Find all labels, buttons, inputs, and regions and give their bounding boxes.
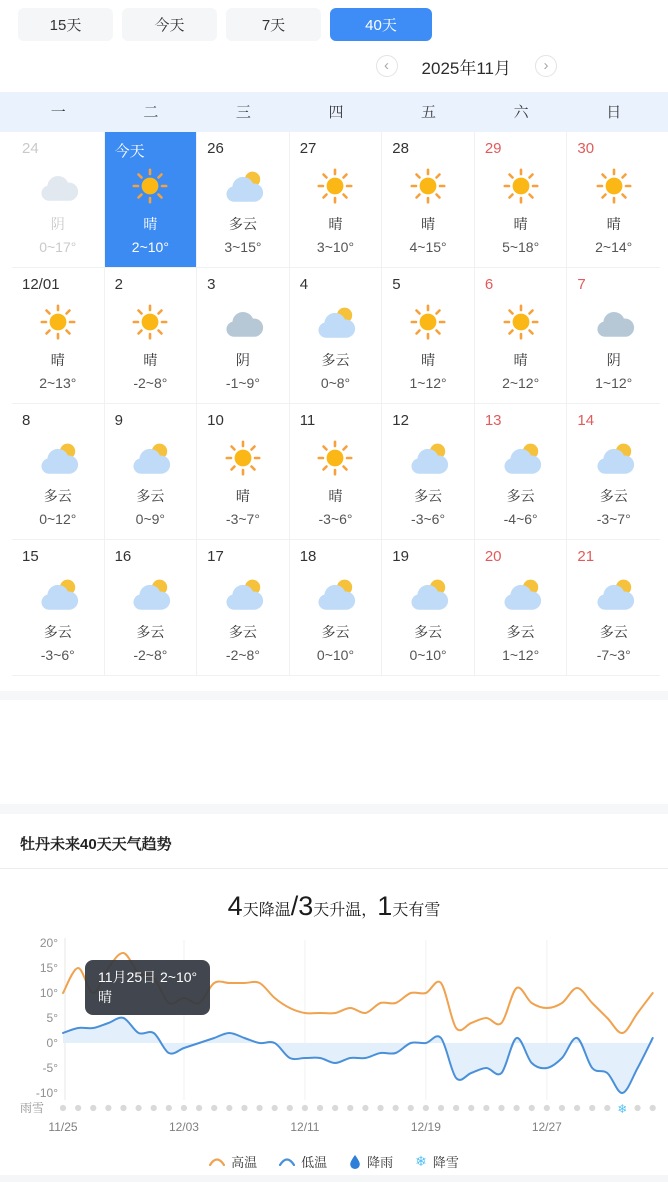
- cloud-sun-icon: [314, 572, 356, 616]
- day-temp-range: -2~8°: [225, 646, 260, 663]
- day-condition: 晴: [143, 351, 158, 368]
- x-axis-label: 12/27: [531, 1120, 562, 1135]
- precip-dot: [105, 1105, 111, 1111]
- day-condition: 阴: [235, 351, 250, 368]
- trend-summary-part: /: [290, 891, 299, 922]
- snowflake-icon: ❄: [415, 1153, 427, 1170]
- sun-icon: [409, 300, 447, 344]
- tab-today[interactable]: 今天: [122, 8, 217, 41]
- calendar-day-cell[interactable]: [197, 540, 290, 676]
- calendar-day-cell[interactable]: [197, 404, 290, 540]
- day-temp-range: -3~7°: [225, 510, 260, 527]
- high-temp-legend-icon: [209, 1156, 225, 1166]
- legend-label: 低温: [301, 1154, 328, 1170]
- cloud-icon: [222, 300, 264, 344]
- trend-summary-part: 天降温: [242, 902, 291, 920]
- cloud-sun-icon: [593, 572, 635, 616]
- legend-item-rain: [349, 1152, 393, 1171]
- day-temp-range: 2~14°: [595, 238, 633, 255]
- calendar-day-cell[interactable]: [12, 540, 105, 676]
- day-condition: 晴: [421, 351, 436, 368]
- day-temp-range: -7~3°: [596, 646, 631, 663]
- day-number: 28: [392, 139, 409, 157]
- trend-summary: [0, 891, 668, 925]
- day-number: 24: [22, 139, 39, 157]
- day-condition: 晴: [328, 487, 343, 504]
- precip-dot: [362, 1105, 368, 1111]
- day-condition: 阴: [606, 351, 621, 368]
- y-axis-label: 0°: [46, 1036, 58, 1051]
- calendar-day-cell[interactable]: [475, 132, 568, 268]
- cloud-sun-icon: [500, 572, 542, 616]
- day-temp-range: 1~12°: [409, 374, 447, 391]
- cloud-icon: [593, 300, 635, 344]
- day-number: 29: [484, 139, 502, 157]
- y-axis-label: -5°: [42, 1061, 58, 1076]
- day-condition: 多云: [599, 623, 628, 640]
- calendar-grid: [0, 132, 668, 676]
- day-number: 3: [207, 275, 216, 293]
- precip-dot: [393, 1105, 399, 1111]
- snow-marker-icon: ❄: [617, 1102, 628, 1117]
- calendar-day-cell[interactable]: [382, 404, 475, 540]
- legend-item-high: [209, 1152, 257, 1171]
- day-condition: 多云: [228, 215, 257, 232]
- day-temp-range: 5~18°: [502, 238, 540, 255]
- precip-dot: [75, 1105, 81, 1111]
- precip-dot: [166, 1105, 172, 1111]
- precip-dot: [272, 1105, 278, 1111]
- chart-tooltip: [85, 960, 210, 1015]
- day-condition: 多云: [321, 351, 350, 368]
- day-condition: 多云: [506, 487, 535, 504]
- precip-dot: [574, 1105, 580, 1111]
- calendar-day-cell[interactable]: [475, 404, 568, 540]
- sun-icon: [39, 300, 77, 344]
- sun-icon: [224, 436, 262, 480]
- trend-summary-part: 1: [377, 891, 393, 922]
- calendar-day-cell[interactable]: [197, 268, 290, 404]
- calendar-day-cell[interactable]: [12, 268, 105, 404]
- trend-section-title: 牡丹未来40天天气趋势: [20, 836, 172, 854]
- weekday-label: 三: [235, 104, 251, 122]
- weekday-label: 六: [513, 104, 529, 122]
- day-number: 2: [114, 275, 123, 293]
- tooltip-condition: 晴: [98, 989, 112, 1006]
- sun-icon: [502, 300, 540, 344]
- legend-label: 降雨: [367, 1154, 394, 1170]
- day-number: 4: [299, 275, 309, 293]
- precip-dot: [332, 1105, 338, 1111]
- tab-15day[interactable]: 15天: [18, 8, 113, 41]
- calendar-day-cell[interactable]: [475, 268, 568, 404]
- calendar-day-cell[interactable]: [290, 268, 383, 404]
- calendar-day-cell[interactable]: [567, 268, 660, 404]
- day-number: 6: [484, 275, 494, 293]
- divider-line: [0, 868, 668, 869]
- x-axis-label: 12/11: [290, 1120, 320, 1135]
- day-number: 17: [207, 547, 224, 565]
- day-number: 13: [484, 411, 502, 429]
- weekday-header: [0, 92, 668, 132]
- chevron-right-icon: ›: [543, 56, 549, 74]
- sun-icon: [131, 164, 169, 208]
- day-condition: 多云: [136, 487, 165, 504]
- day-condition: 多云: [228, 623, 257, 640]
- day-number: 9: [114, 411, 123, 429]
- precip-dot: [151, 1105, 157, 1111]
- day-number: 16: [114, 547, 132, 565]
- calendar-day-cell[interactable]: [382, 540, 475, 676]
- day-condition: 晴: [50, 351, 65, 368]
- day-condition: 多云: [43, 623, 72, 640]
- day-temp-range: 3~10°: [316, 238, 355, 255]
- precip-dot: [438, 1105, 444, 1111]
- day-temp-range: -3~6°: [318, 510, 353, 527]
- day-condition: 多云: [414, 623, 443, 640]
- tab-7day[interactable]: 7天: [226, 8, 321, 41]
- day-temp-range: 0~17°: [39, 238, 77, 255]
- day-condition: 多云: [599, 487, 628, 504]
- chart-legend: [0, 1152, 668, 1170]
- day-number: 20: [484, 547, 502, 565]
- calendar-day-cell[interactable]: [105, 540, 198, 676]
- x-axis-label: 11/25: [48, 1120, 78, 1135]
- day-temp-range: 0~9°: [135, 510, 166, 527]
- calendar-day-cell[interactable]: [475, 540, 568, 676]
- legend-label: 高温: [231, 1154, 258, 1170]
- day-temp-range: 1~12°: [595, 374, 633, 391]
- precip-dot: [559, 1105, 565, 1111]
- day-number: 19: [392, 547, 409, 565]
- day-condition: 晴: [421, 215, 436, 232]
- legend-item-snow: [415, 1152, 459, 1171]
- day-temp-range: -3~6°: [411, 510, 446, 527]
- day-number: 27: [299, 139, 317, 157]
- precip-dot: [589, 1105, 595, 1111]
- day-temp-range: 2~13°: [39, 374, 77, 391]
- day-condition: 阴: [50, 215, 65, 232]
- sun-icon: [131, 300, 169, 344]
- cloud-sun-icon: [314, 300, 356, 344]
- precip-dot: [181, 1105, 187, 1111]
- calendar-day-cell[interactable]: [12, 132, 105, 268]
- weekday-label: 四: [328, 104, 344, 122]
- y-axis-label: 20°: [39, 936, 58, 951]
- section-separator: [0, 691, 668, 700]
- precip-dot: [90, 1105, 96, 1111]
- cloud-past-icon: [37, 164, 79, 208]
- bottom-separator: [0, 1175, 668, 1182]
- cloud-sun-icon: [222, 164, 264, 208]
- day-number: 18: [299, 547, 317, 565]
- day-temp-range: -2~8°: [133, 646, 168, 663]
- calendar-day-cell[interactable]: [290, 540, 383, 676]
- precip-dot: [287, 1105, 293, 1111]
- weekday-label: 五: [421, 104, 437, 122]
- day-condition: 晴: [235, 487, 250, 504]
- next-month-button[interactable]: [535, 55, 557, 77]
- month-navigation: [0, 55, 668, 77]
- day-condition: 多云: [321, 623, 350, 640]
- sun-icon: [316, 164, 354, 208]
- day-condition: 多云: [43, 487, 72, 504]
- legend-label: 降雪: [432, 1154, 459, 1170]
- precip-dot: [408, 1105, 414, 1111]
- sun-icon: [316, 436, 354, 480]
- day-condition: 晴: [606, 215, 621, 232]
- precip-dot: [483, 1105, 489, 1111]
- legend-item-low: [279, 1152, 327, 1171]
- precip-dot: [196, 1105, 202, 1111]
- prev-month-button[interactable]: [376, 55, 398, 77]
- calendar-day-cell[interactable]: [567, 540, 660, 676]
- cloud-sun-icon: [129, 572, 171, 616]
- precip-dot: [211, 1105, 217, 1111]
- day-temp-range: 1~12°: [502, 646, 540, 663]
- day-condition: 多云: [136, 623, 165, 640]
- precip-dot: [256, 1105, 262, 1111]
- day-temp-range: -3~6°: [40, 646, 75, 663]
- day-temp-range: 4~15°: [409, 238, 447, 255]
- chevron-left-icon: ‹: [384, 56, 390, 74]
- precip-dot: [453, 1105, 459, 1111]
- low-temp-legend-icon: [279, 1156, 295, 1166]
- precip-dot: [302, 1105, 308, 1111]
- precip-dot: [650, 1105, 656, 1111]
- y-axis-label: 10°: [39, 986, 58, 1001]
- day-number: 10: [207, 411, 224, 429]
- x-axis-label: 12/03: [168, 1120, 199, 1135]
- day-number: 12: [392, 411, 409, 429]
- trend-chart: [0, 930, 668, 1140]
- weekday-label: 日: [606, 104, 622, 122]
- precip-dot: [347, 1105, 353, 1111]
- calendar-day-cell[interactable]: [12, 404, 105, 540]
- cloud-sun-icon: [37, 572, 79, 616]
- cloud-sun-icon: [222, 572, 264, 616]
- cloud-sun-icon: [37, 436, 79, 480]
- precip-dot: [604, 1105, 610, 1111]
- calendar-day-cell[interactable]: [382, 132, 475, 268]
- day-temp-range: 0~8°: [320, 374, 351, 391]
- calendar-day-cell[interactable]: [567, 404, 660, 540]
- precip-dot: [317, 1105, 323, 1111]
- cloud-sun-icon: [593, 436, 635, 480]
- forecast-tabbar: [0, 8, 668, 41]
- day-condition: 晴: [328, 215, 343, 232]
- y-axis-label: -10°: [35, 1086, 58, 1101]
- x-axis-label: 12/19: [410, 1120, 441, 1135]
- day-condition: 多云: [506, 623, 535, 640]
- calendar-day-cell[interactable]: [105, 404, 198, 540]
- calendar-day-cell[interactable]: [290, 132, 383, 268]
- rain-drop-icon: [349, 1154, 361, 1169]
- day-temp-range: 2~10°: [131, 238, 169, 255]
- day-number: 26: [207, 139, 224, 157]
- sun-icon: [595, 164, 633, 208]
- precip-dot: [226, 1105, 232, 1111]
- precip-dot: [241, 1105, 247, 1111]
- day-number: 8: [22, 411, 31, 429]
- day-temp-range: 0~10°: [316, 646, 355, 663]
- cloud-sun-icon: [129, 436, 171, 480]
- precip-dot: [120, 1105, 126, 1111]
- precip-dot: [136, 1105, 142, 1111]
- precip-dot: [544, 1105, 550, 1111]
- day-temp-range: -3~7°: [596, 510, 631, 527]
- day-condition: 晴: [143, 215, 158, 232]
- day-number: 7: [577, 275, 586, 293]
- trend-summary-part: 天有雪: [392, 902, 441, 920]
- precip-dot: [498, 1105, 504, 1111]
- tooltip-date-temp: 11月25日 2~10°: [98, 969, 198, 986]
- day-number: 今天: [114, 142, 145, 160]
- cloud-sun-icon: [407, 436, 449, 480]
- day-number: 15: [22, 547, 39, 565]
- section-separator: [0, 804, 668, 815]
- sun-icon: [502, 164, 540, 208]
- day-temp-range: 0~12°: [39, 510, 77, 527]
- precip-dot: [423, 1105, 429, 1111]
- trend-summary-part: 3: [298, 891, 314, 922]
- weekday-label: 一: [50, 104, 66, 122]
- day-condition: 多云: [414, 487, 443, 504]
- precip-dot: [468, 1105, 474, 1111]
- day-number: 30: [577, 139, 595, 157]
- precip-dot: [377, 1105, 383, 1111]
- trend-summary-part: 4: [227, 891, 243, 922]
- day-number: 11: [299, 411, 316, 429]
- y-axis-label: 5°: [46, 1011, 58, 1026]
- calendar-day-cell[interactable]: [197, 132, 290, 268]
- calendar-day-cell[interactable]: [290, 404, 383, 540]
- weekday-label: 二: [143, 104, 159, 122]
- day-number: 14: [577, 411, 595, 429]
- precip-dot: [60, 1105, 66, 1111]
- day-temp-range: -4~6°: [503, 510, 538, 527]
- rain-snow-row-label: 雨雪: [20, 1101, 45, 1116]
- day-condition: 晴: [513, 351, 528, 368]
- trend-summary-part: 天升温，: [313, 902, 378, 920]
- calendar-day-cell[interactable]: [105, 132, 198, 268]
- cloud-sun-icon: [407, 572, 449, 616]
- day-condition: 晴: [513, 215, 528, 232]
- precip-dot: [529, 1105, 535, 1111]
- day-temp-range: -2~8°: [133, 374, 168, 391]
- day-temp-range: 2~12°: [502, 374, 540, 391]
- sun-icon: [409, 164, 447, 208]
- cloud-sun-icon: [500, 436, 542, 480]
- calendar-day-cell[interactable]: [567, 132, 660, 268]
- day-number: 21: [577, 547, 595, 565]
- month-label: 2025年11月: [421, 58, 511, 78]
- day-temp-range: 3~15°: [224, 238, 262, 255]
- calendar-day-cell[interactable]: [382, 268, 475, 404]
- calendar-day-cell[interactable]: [105, 268, 198, 404]
- y-axis-label: 15°: [39, 961, 58, 976]
- precip-dot: [514, 1105, 520, 1111]
- day-temp-range: 0~10°: [409, 646, 447, 663]
- day-number: 12/01: [22, 275, 60, 293]
- day-temp-range: -1~9°: [225, 374, 260, 391]
- tab-40day[interactable]: 40天: [330, 8, 432, 41]
- day-number: 5: [392, 275, 401, 293]
- precip-dot: [634, 1105, 640, 1111]
